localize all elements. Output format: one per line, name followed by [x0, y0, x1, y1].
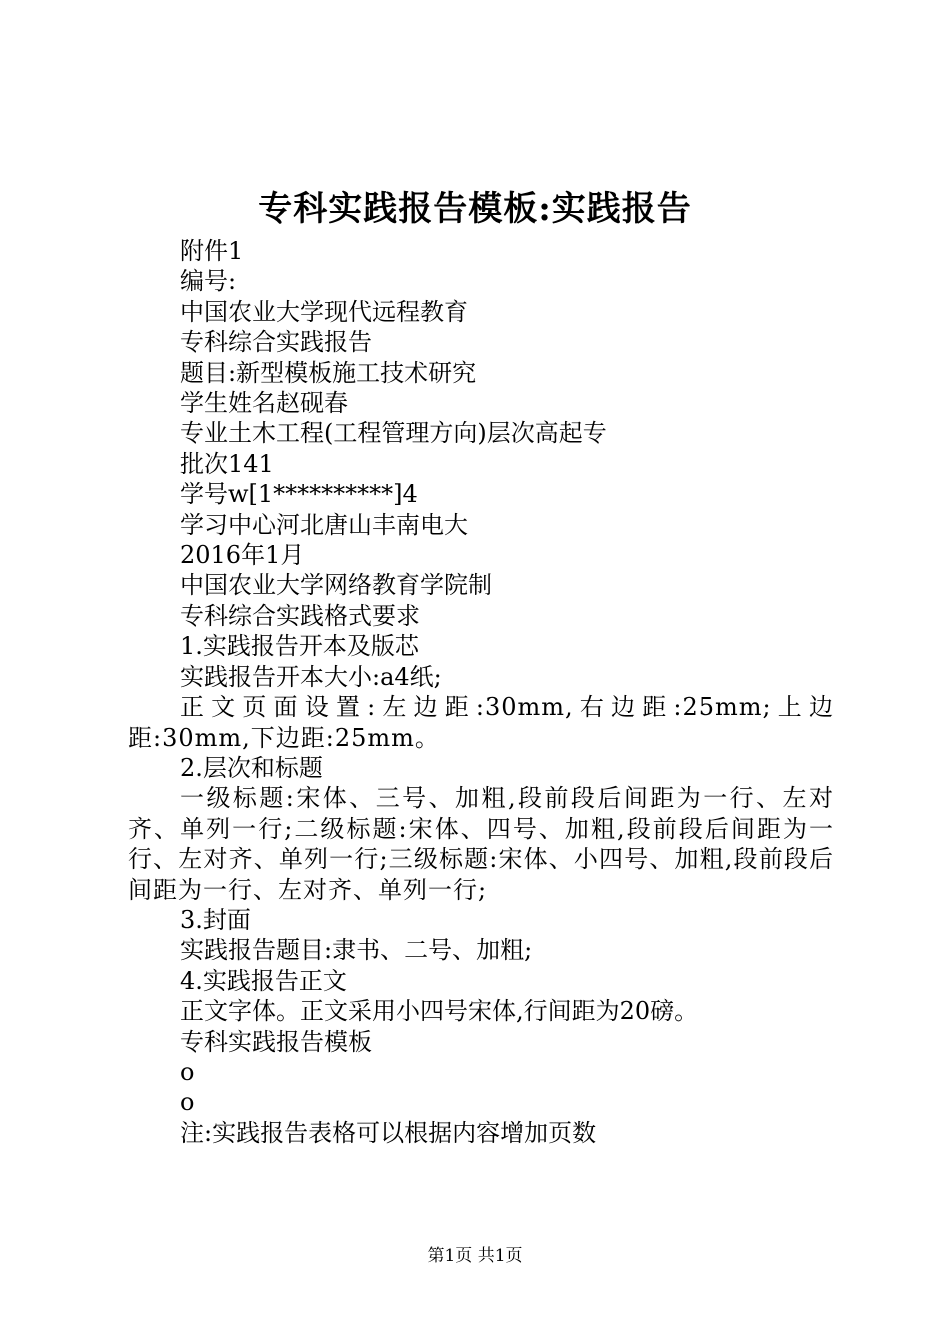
- text-line-template: 专科实践报告模板: [180, 1027, 372, 1056]
- paragraph-page-setup: 正文页面设置:左边距:30mm,右边距:25mm;上边距:30mm,下边距:25mm。: [128, 693, 834, 752]
- text-line-student-id: 学号w[1**********]4: [180, 480, 418, 509]
- paragraph-heading-styles: 一级标题:宋体、三号、加粗,段前段后间距为一行、左对齐、单列一行;二级标题:宋体、四号、加粗,段前段后间距为一行、左对齐、单列一行;三级标题:宋体、小四号、加粗,段前段后间距为一行、左对齐、单列一行;: [128, 784, 834, 904]
- section-heading-cover: 3.封面: [180, 905, 251, 934]
- text-line-study-center: 学习中心河北唐山丰南电大: [180, 510, 468, 539]
- text-line-number: 编号:: [180, 267, 237, 296]
- section-heading-body: 4.实践报告正文: [180, 966, 347, 995]
- text-line-batch: 批次141: [180, 449, 274, 478]
- text-line-university: 中国农业大学现代远程教育: [180, 297, 468, 326]
- text-line-date: 2016年1月: [180, 541, 305, 570]
- text-line-bullet-1: o: [180, 1057, 195, 1086]
- section-heading-format: 1.实践报告开本及版芯: [180, 632, 419, 661]
- text-line-note: 注:实践报告表格可以根据内容增加页数: [180, 1118, 597, 1147]
- text-line-format-requirements: 专科综合实践格式要求: [180, 601, 420, 630]
- text-line-paper-size: 实践报告开本大小:a4纸;: [180, 662, 442, 691]
- text-line-topic: 题目:新型模板施工技术研究: [180, 358, 477, 387]
- text-line-college: 中国农业大学网络教育学院制: [180, 571, 492, 600]
- text-line-student-name: 学生姓名赵砚春: [180, 389, 348, 418]
- text-line-cover-title-style: 实践报告题目:隶书、二号、加粗;: [180, 936, 533, 965]
- section-heading-levels: 2.层次和标题: [180, 753, 323, 782]
- text-line-body-font: 正文字体。正文采用小四号宋体,行间距为20磅。: [180, 997, 699, 1026]
- text-line-report-type: 专科综合实践报告: [180, 328, 372, 357]
- document-title: 专科实践报告模板:实践报告: [258, 189, 692, 229]
- text-line-bullet-2: o: [180, 1088, 195, 1117]
- text-line-attachment: 附件1: [180, 237, 244, 265]
- page-footer: 第1页 共1页: [427, 1246, 523, 1266]
- document-body: [128, 236, 834, 1148]
- text-line-major: 专业土木工程(工程管理方向)层次高起专: [180, 419, 607, 448]
